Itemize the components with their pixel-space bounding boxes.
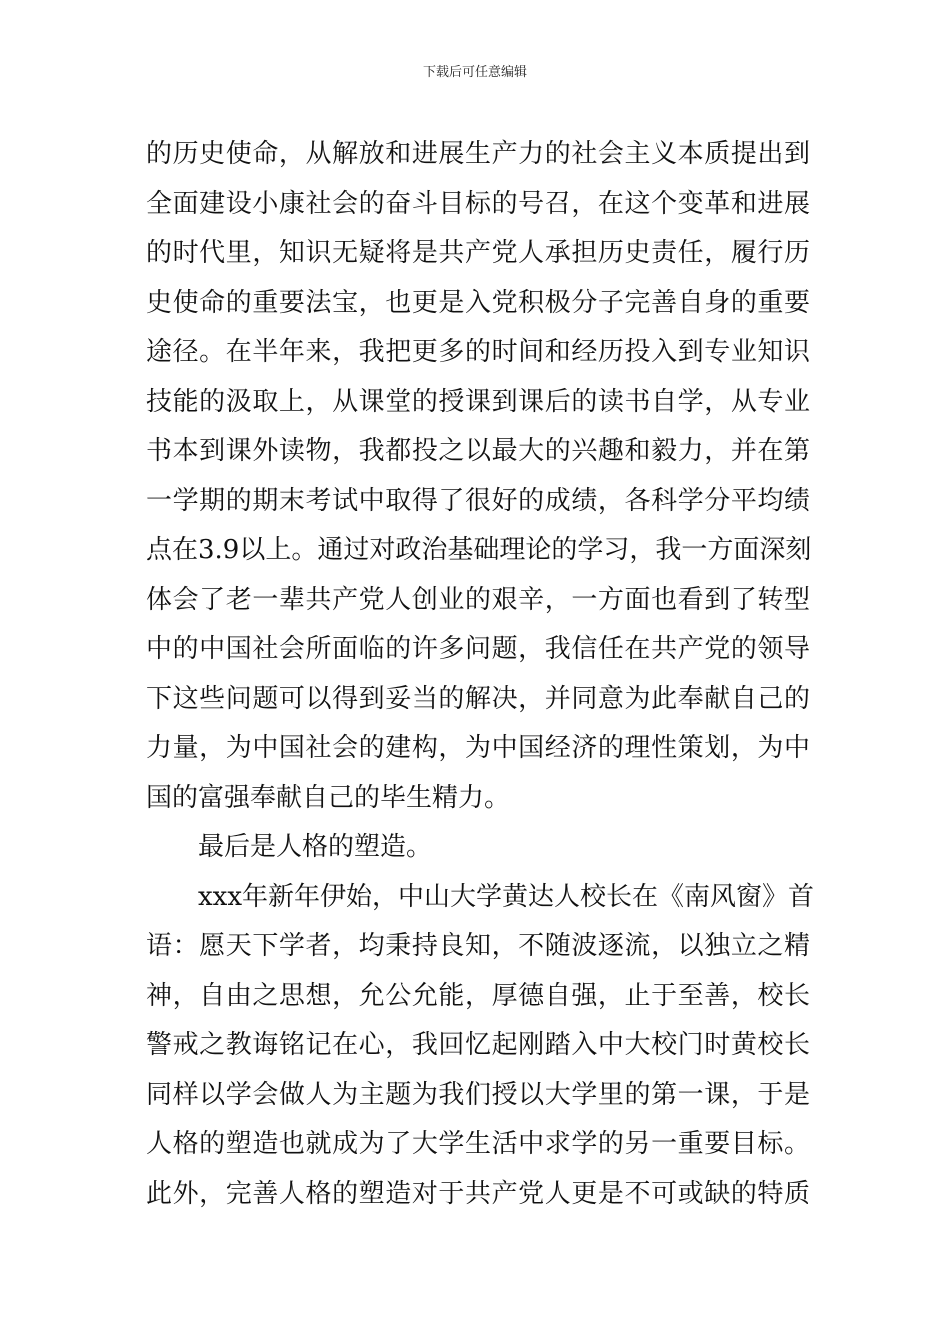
text-line: 的历史使命，从解放和进展生产力的社会主义本质提出到 <box>146 139 810 169</box>
page-header: 下载后可任意编辑 <box>422 65 527 80</box>
text-line: 一学期的期末考试中取得了很好的成绩，各科学分平均绩 <box>146 485 810 516</box>
text-line: 力量，为中国社会的建构，为中国经济的理性策划，为中 <box>146 733 810 763</box>
text-line: 技能的汲取上，从课堂的授课到课后的读书自学，从专业 <box>146 386 810 417</box>
text-line: 途径。在半年来，我把更多的时间和经历投入到专业知识 <box>146 337 810 367</box>
text-line: 点在3.9以上。通过对政治基础理论的学习，我一方面深刻 <box>146 535 812 565</box>
text-line: 警戒之教诲铭记在心，我回忆起刚踏入中大校门时黄校长 <box>146 1030 810 1060</box>
paragraph-first-line: xxx年新年伊始，中山大学黄达人校长在《南风窗》首 <box>198 881 814 912</box>
text-line: 神，自由之思想，允公允能，厚德自强，止于至善，校长 <box>146 980 810 1011</box>
paragraph-last-line: 国的富强奉献自己的毕生精力。 <box>146 782 511 813</box>
text-line: 体会了老一辈共产党人创业的艰辛，一方面也看到了转型 <box>146 584 810 615</box>
section-heading: 最后是人格的塑造。 <box>198 832 433 862</box>
text-line: 史使命的重要法宝，也更是入党积极分子完善自身的重要 <box>146 287 810 318</box>
text-line: 的时代里，知识无疑将是共产党人承担历史责任，履行历 <box>146 238 810 268</box>
text-line: 全面建设小康社会的奋斗目标的号召，在这个变革和进展 <box>146 188 810 219</box>
text-line: 同样以学会做人为主题为我们授以大学里的第一课，于是 <box>146 1079 810 1110</box>
text-line: 下这些问题可以得到妥当的解决，并同意为此奉献自己的 <box>146 683 810 714</box>
text-line: 中的中国社会所面临的许多问题，我信任在共产党的领导 <box>146 634 810 664</box>
document-body <box>146 130 814 1219</box>
text-line: 语：愿天下学者，均秉持良知，不随波逐流，以独立之精 <box>146 931 810 961</box>
text-line: 人格的塑造也就成为了大学生活中求学的另一重要目标。 <box>146 1129 810 1159</box>
text-line: 此外，完善人格的塑造对于共产党人更是不可或缺的特质 <box>146 1178 810 1209</box>
text-line: 书本到课外读物，我都投之以最大的兴趣和毅力，并在第 <box>146 436 810 466</box>
